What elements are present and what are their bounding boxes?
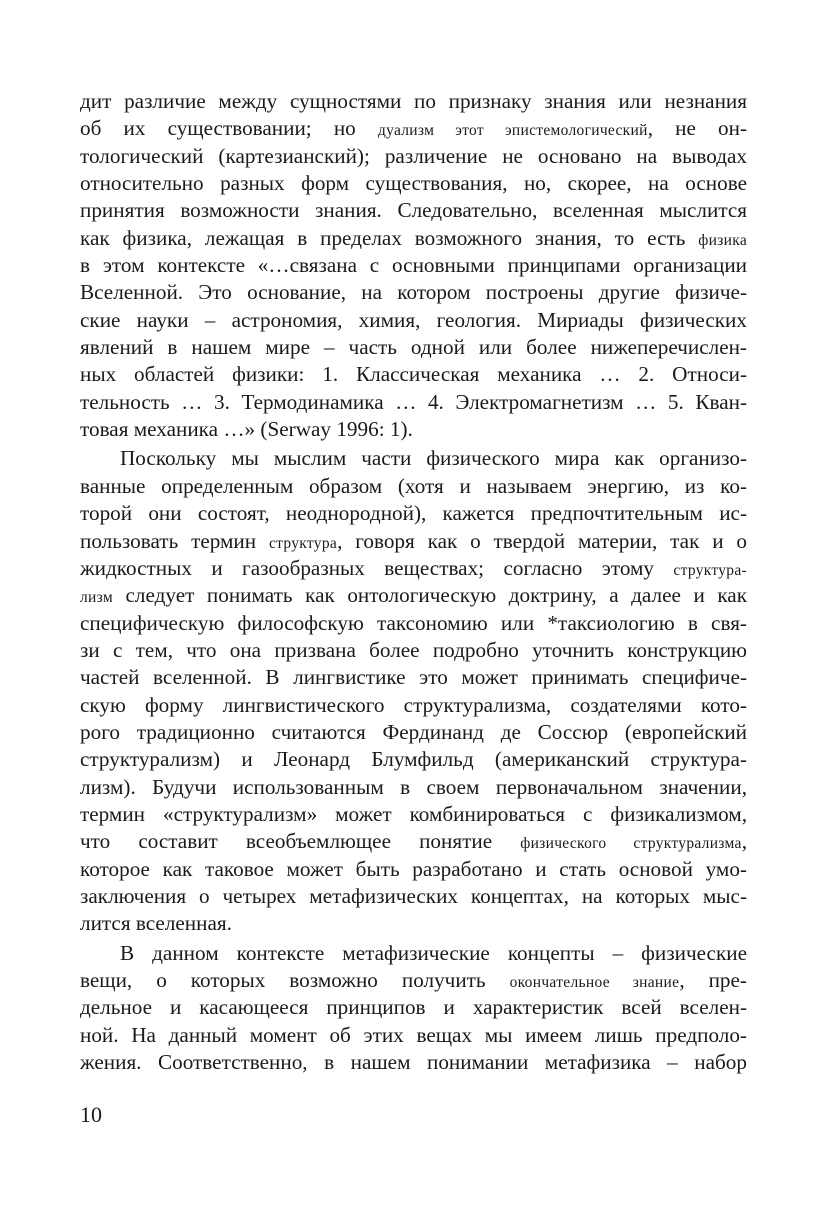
small-caps-term: структура- — [673, 561, 747, 579]
text-run: заключения о четырех метафизических концептах, на которых мыс- — [80, 883, 747, 908]
text-line — [80, 361, 747, 388]
text-run: В данном контексте метафизические концепты – физические — [120, 940, 747, 965]
paragraph — [80, 88, 747, 443]
text-run: дельное и касающееся принципов и характеристик всей вселен- — [80, 995, 747, 1020]
text-line — [80, 445, 747, 472]
text-run: , говоря как о твердой материи, так и о — [337, 528, 747, 553]
text-run: рого традиционно считаются Фердинанд де Соссюр (европейский — [80, 719, 747, 744]
text-run: ские науки – астрономия, химия, геология. Мириады физических — [80, 307, 747, 332]
text-run: в этом контексте «…связана с основными принципами организации — [80, 253, 747, 278]
text-line — [80, 856, 747, 883]
text-line — [80, 334, 747, 361]
text-line — [80, 746, 747, 773]
text-run: Вселенной. Это основание, на котором построены другие физиче- — [80, 280, 747, 305]
text-run: структурализм) и Леонард Блумфильд (американский структура- — [80, 747, 747, 772]
paragraph — [80, 940, 747, 1077]
text-run: скую форму лингвистического структурализма, создателями кото- — [80, 692, 747, 717]
text-run: , пре- — [679, 968, 747, 992]
text-run: тологический (картезианский); различение не основано на выводах — [80, 143, 747, 168]
text-run: пользовать термин — [80, 528, 269, 553]
small-caps-term: дуализм этот эпистемологический — [377, 122, 648, 140]
text-line — [80, 664, 747, 691]
page-number: 10 — [80, 1102, 102, 1127]
text-run: следует понимать как онтологическую доктрину, а далее и как — [112, 583, 747, 608]
text-run: , не он- — [647, 116, 748, 141]
text-run: товая механика …» (Serway 1996: 1). — [80, 417, 413, 442]
text-run: как физика, лежащая в пределах возможного знания, то есть — [80, 225, 699, 250]
text-run: принятия возможности знания. Следовательно, вселенная мыслится — [80, 198, 747, 223]
text-line — [80, 637, 747, 664]
text-run: , — [741, 829, 747, 854]
text-run: тельность … 3. Термодинамика … 4. Электромагнетизм … 5. Кван- — [80, 389, 747, 414]
text-run: жения. Соответственно, в нашем понимании метафизика – набор — [80, 1050, 747, 1075]
text-line — [80, 416, 747, 443]
text-line — [80, 88, 747, 115]
text-run: частей вселенной. В лингвистике это может принимать специфиче- — [80, 665, 747, 690]
text-line — [80, 500, 747, 527]
text-run: дит различие между сущностями по признаку знания или незнания — [80, 89, 747, 113]
text-line — [80, 528, 747, 555]
text-line — [80, 940, 747, 967]
text-line — [80, 582, 747, 609]
paragraph — [80, 445, 747, 937]
text-line — [80, 910, 747, 937]
text-run: что составит всеобъемлющее понятие — [80, 829, 521, 854]
text-run: относительно разных форм существования, но, скорее, на основе — [80, 171, 747, 196]
page-body — [80, 88, 747, 1078]
text-line — [80, 994, 747, 1021]
text-line — [80, 252, 747, 279]
text-run: ванные определенным образом (хотя и называем энергию, из ко- — [80, 473, 747, 498]
text-line — [80, 883, 747, 910]
text-run: об их существовании; но — [80, 116, 378, 141]
text-line — [80, 307, 747, 334]
text-run: специфическую философскую таксономию или *таксиологию в свя- — [80, 610, 747, 635]
text-line — [80, 610, 747, 637]
text-run: которое как таковое может быть разработано и стать основой умо- — [80, 856, 747, 881]
small-caps-term: лизм — [80, 589, 113, 607]
text-line — [80, 967, 747, 994]
text-line — [80, 555, 747, 582]
text-line — [80, 279, 747, 306]
text-line — [80, 1022, 747, 1049]
text-line — [80, 801, 747, 828]
text-run: явлений в нашем мире – часть одной или более нижеперечислен- — [80, 335, 747, 360]
text-line — [80, 774, 747, 801]
small-caps-term: физика — [698, 231, 747, 249]
small-caps-term: окончательное знание — [509, 974, 680, 991]
text-line — [80, 692, 747, 719]
text-run: зи с тем, что она призвана более подробно уточнить конструкцию — [80, 637, 747, 662]
text-run: торой они состоят, неоднородной), кажется предпочтительным ис- — [80, 501, 747, 526]
text-run: Поскольку мы мыслим части физического мира как организо- — [120, 446, 747, 471]
text-line — [80, 1049, 747, 1076]
text-line — [80, 828, 747, 855]
text-line — [80, 473, 747, 500]
text-run: ной. На данный момент об этих вещах мы имеем лишь предполо- — [80, 1022, 747, 1047]
text-line — [80, 115, 747, 142]
text-run: лизм). Будучи использованным в своем первоначальном значении, — [80, 774, 747, 799]
text-line — [80, 197, 747, 224]
small-caps-term: физического структурализма — [520, 835, 742, 853]
text-line — [80, 225, 747, 252]
text-line — [80, 719, 747, 746]
text-run: лится вселенная. — [80, 911, 232, 936]
small-caps-term: структура — [268, 534, 338, 552]
text-line — [80, 170, 747, 197]
text-run: термин «структурализм» может комбинироваться с физикализмом, — [80, 801, 747, 826]
text-run: жидкостных и газообразных веществах; согласно этому — [80, 555, 674, 580]
text-run: ных областей физики: 1. Классическая механика … 2. Относи- — [80, 362, 747, 387]
text-line — [80, 143, 747, 170]
text-run: вещи, о которых возможно получить — [80, 968, 510, 992]
text-line — [80, 389, 747, 416]
